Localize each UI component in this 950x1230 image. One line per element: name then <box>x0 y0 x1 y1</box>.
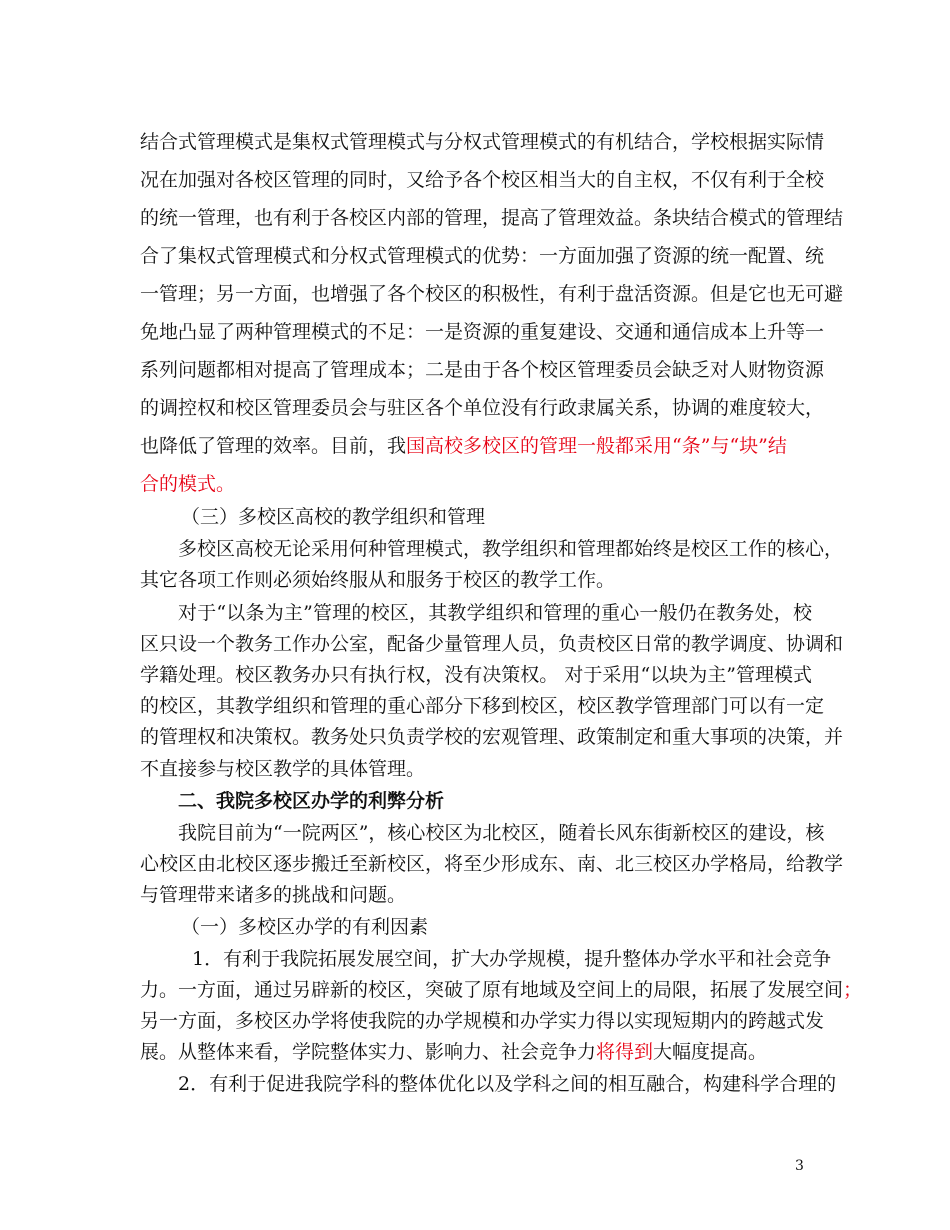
text-line: 学籍处理。校区教务办只有执行权，没有决策权。 对于采用“以块为主”管理模式 <box>140 664 812 686</box>
text-line <box>140 1037 812 1064</box>
text-line <box>140 431 812 458</box>
text-line: 一管理；另一方面，也增强了各个校区的积极性，有利于盘活资源。但是它也无可避 <box>140 283 844 305</box>
highlighted-text: 将得到 <box>596 1041 654 1063</box>
text-line: 的校区，其教学组织和管理的重心部分下移到校区，校区教学管理部门可以有一定 <box>140 695 825 717</box>
text-line: 的调控权和校区管理委员会与驻区各个单位没有行政隶属关系，协调的难度较大， <box>140 397 825 419</box>
text-line: 免地凸显了两种管理模式的不足：一是资源的重复建设、交通和通信成本上升等一 <box>140 321 825 343</box>
section-heading: 二、我院多校区办学的利弊分析 <box>178 790 445 812</box>
text-line: 区只设一个教务工作办公室，配备少量管理人员，负责校区日常的教学调度、协调和 <box>140 633 844 655</box>
text-line: 系列问题都相对提高了管理成本；二是由于各个校区管理委员会缺乏对人财物资源 <box>140 359 825 381</box>
text-line: 对于“以条为主”管理的校区，其教学组织和管理的重心一般仍在教务处，校 <box>178 602 812 624</box>
highlighted-text: 合的模式。 <box>140 473 236 495</box>
text-line: 1．有利于我院拓展发展空间，扩大办学规模，提升整体办学水平和社会竞争 <box>192 948 832 970</box>
page-number: 3 <box>795 1158 804 1174</box>
text-line: 不直接参与校区教学的具体管理。 <box>140 758 426 780</box>
text-line: 多校区高校无论采用何种管理模式，教学组织和管理都始终是校区工作的核心， <box>178 538 844 560</box>
text-line: 其它各项工作则必须始终服从和服务于校区的教学工作。 <box>140 569 616 591</box>
subsection-heading: （一）多校区办学的有利因素 <box>181 916 429 938</box>
text-span: 大幅度提高。 <box>653 1041 768 1063</box>
text-line: 况在加强对各校区管理的同时，又给予各个校区相当大的自主权，不仅有利于全校 <box>140 169 825 191</box>
text-line: 的统一管理，也有利于各校区内部的管理，提高了管理效益。条块结合模式的管理结 <box>140 207 844 229</box>
text-line: 心校区由北校区逐步搬迁至新校区，将至少形成东、南、北三校区办学格局，给教学 <box>140 853 844 875</box>
text-line: 2．有利于促进我院学科的整体优化以及学科之间的相互融合，构建科学合理的 <box>178 1073 837 1095</box>
text-line: 结合式管理模式是集权式管理模式与分权式管理模式的有机结合，学校根据实际情 <box>140 131 825 153</box>
highlighted-text: 国高校多校区的管理一般都采用“条”与“块”结 <box>406 435 787 457</box>
text-span: 也降低了管理的效率。目前，我 <box>140 435 407 457</box>
text-line: 的管理权和决策权。教务处只负责学校的宏观管理、政策制定和重大事项的决策，并 <box>140 726 844 748</box>
text-span: 展。从整体来看，学院整体实力、影响力、社会竞争力 <box>140 1041 597 1063</box>
text-line: 另一方面，多校区办学将使我院的办学规模和办学实力得以实现短期内的跨越式发 <box>140 1010 825 1032</box>
text-line: 合了集权式管理模式和分权式管理模式的优势：一方面加强了资源的统一配置、统 <box>140 245 825 267</box>
text-span: 力。一方面，通过另辟新的校区，突破了原有地域及空间上的局限，拓展了发展空间 <box>140 979 844 1001</box>
highlighted-text: ； <box>843 979 863 1001</box>
section-heading: （三）多校区高校的教学组织和管理 <box>181 506 486 528</box>
text-line: 与管理带来诸多的挑战和问题。 <box>140 884 407 906</box>
text-line: 我院目前为“一院两区”，核心校区为北校区，随着长风东街新校区的建设，核 <box>178 822 825 844</box>
text-line <box>140 975 863 1002</box>
